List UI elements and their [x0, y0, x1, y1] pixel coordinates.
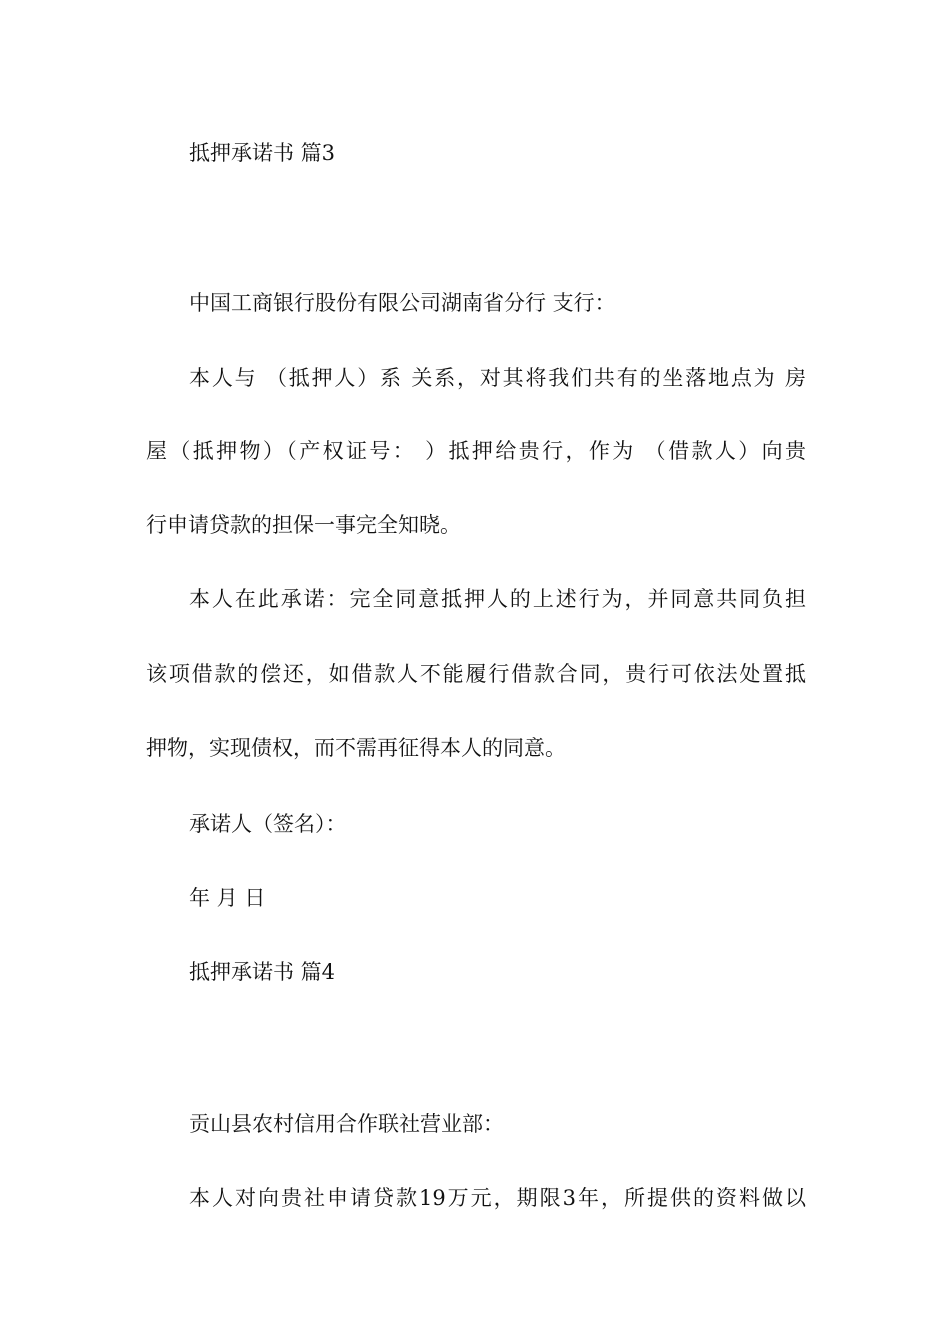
paragraph-line: 行申请贷款的担保一事完全知晓。 — [146, 513, 461, 537]
paragraph-line: 本人对向贵社申请贷款19万元，期限3年，所提供的资料做以 — [189, 1186, 806, 1210]
paragraph-line: 押物，实现债权，而不需再征得本人的同意。 — [146, 736, 566, 760]
addressee-line: 中国工商银行股份有限公司湖南省分行 支行： — [189, 291, 616, 315]
paragraph-line: 该项借款的偿还，如借款人不能履行借款合同，贵行可依法处置抵 — [146, 662, 806, 686]
paragraph-line: 屋（抵押物）（产权证号： ）抵押给贵行，作为 （借款人）向贵 — [146, 439, 806, 463]
addressee-line: 贡山县农村信用合作联社营业部： — [189, 1112, 504, 1136]
paragraph-line: 本人与 （抵押人）系 关系，对其将我们共有的坐落地点为 房 — [189, 366, 806, 390]
section-heading-4: 抵押承诺书 篇4 — [189, 960, 336, 984]
date-line: 年 月 日 — [189, 886, 266, 910]
paragraph-line: 本人在此承诺：完全同意抵押人的上述行为，并同意共同负担 — [189, 587, 806, 611]
section-heading-3: 抵押承诺书 篇3 — [189, 141, 336, 165]
signature-label: 承诺人（签名）： — [189, 812, 347, 836]
